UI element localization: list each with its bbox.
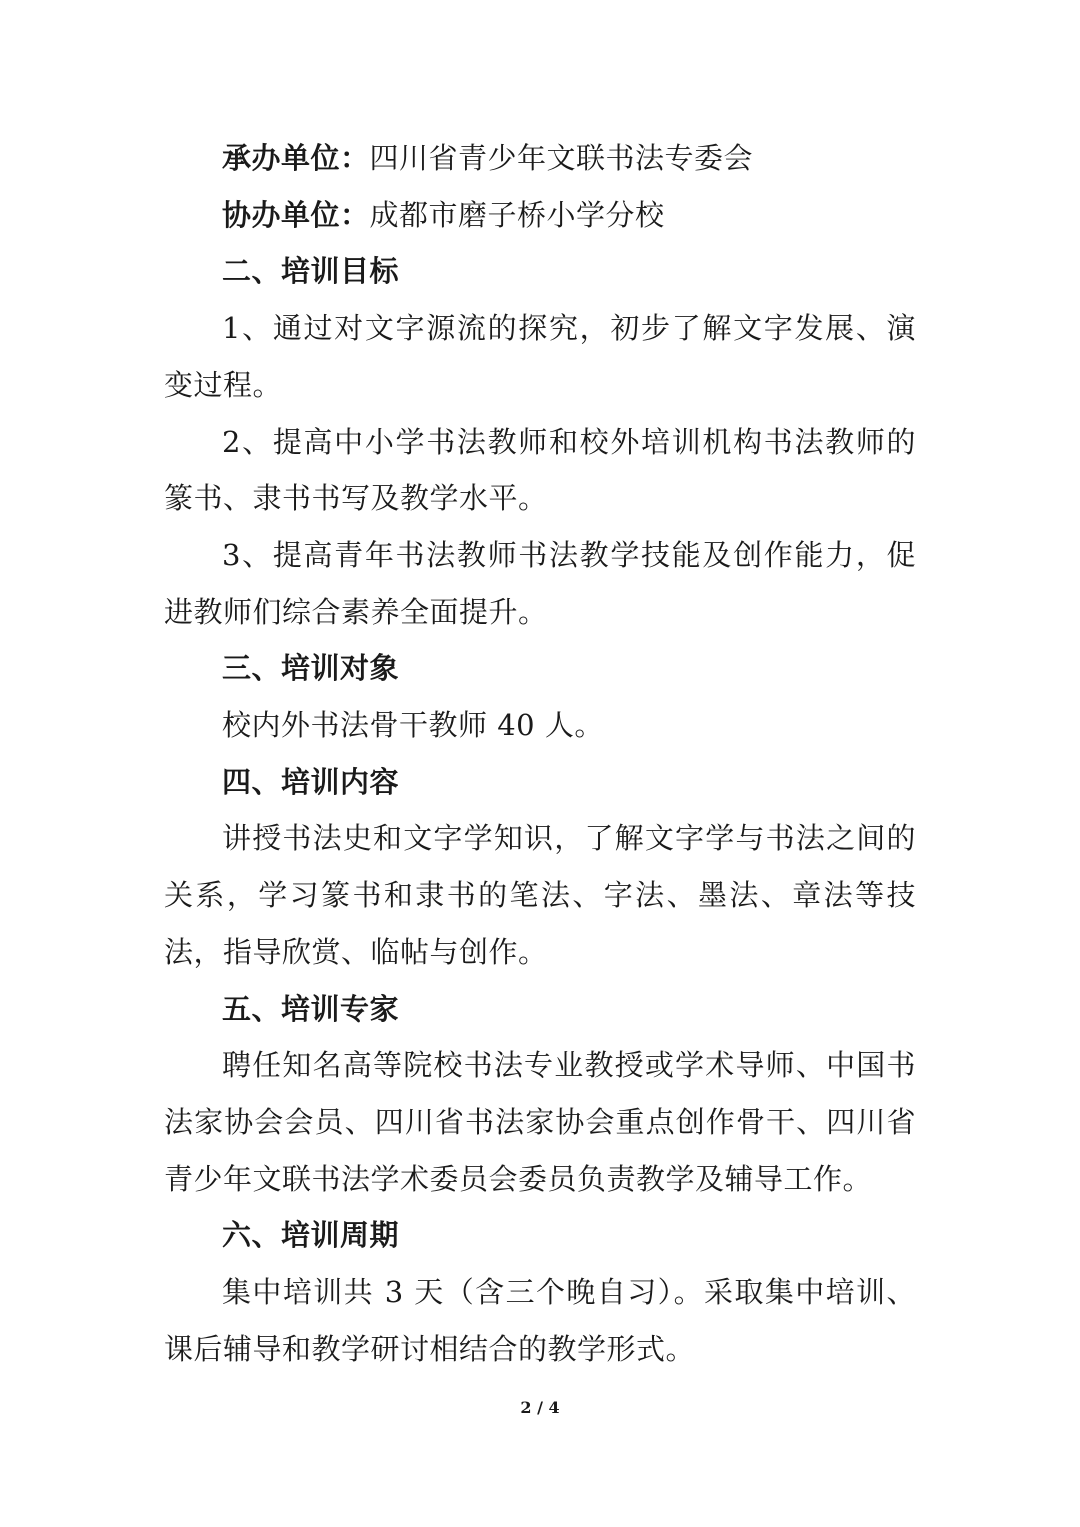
goal-item-1: 1、通过对文字源流的探究，初步了解文字发展、演变过程。 — [164, 311, 916, 402]
page-number: 2 / 4 — [520, 1398, 560, 1417]
co-organizer-label: 协办单位： — [222, 197, 370, 232]
period-heading: 六、培训周期 — [222, 1218, 400, 1253]
audience-text: 校内外书法骨干教师 40 人。 — [222, 708, 604, 743]
goals-heading: 二、培训目标 — [222, 254, 400, 289]
experts-heading: 五、培训专家 — [222, 991, 400, 1026]
content-text: 讲授书法史和文字学知识，了解文字学与书法之间的关系，学习篆书和隶书的笔法、字法、墨法、章法等技法，指导欣赏、临帖与创作。 — [164, 821, 916, 969]
audience-heading: 三、培训对象 — [222, 651, 400, 686]
organizer-value: 四川省青少年文联书法专委会 — [369, 141, 754, 175]
experts-text: 聘任知名高等院校书法专业教授或学术导师、中国书法家协会会员、四川省书法家协会重点创作骨干、四川省青少年文联书法学术委员会委员负责教学及辅导工作。 — [164, 1048, 916, 1196]
organizer-line — [164, 130, 916, 187]
goal-item-2: 2、提高中小学书法教师和校外培训机构书法教师的篆书、隶书书写及教学水平。 — [164, 424, 916, 516]
period-text: 集中培训共 3 天（含三个晚自习）。采取集中培训、课后辅导和教学研讨相结合的教学形式。 — [164, 1275, 916, 1366]
content-heading: 四、培训内容 — [222, 764, 400, 799]
organizer-label: 承办单位： — [222, 141, 370, 175]
goal-item-3: 3、提高青年书法教师书法教学技能及创作能力，促进教师们综合素养全面提升。 — [164, 537, 916, 629]
co-organizer-line — [164, 187, 916, 244]
co-organizer-value: 成都市磨子桥小学分校 — [369, 197, 665, 232]
document-page — [164, 130, 916, 1377]
